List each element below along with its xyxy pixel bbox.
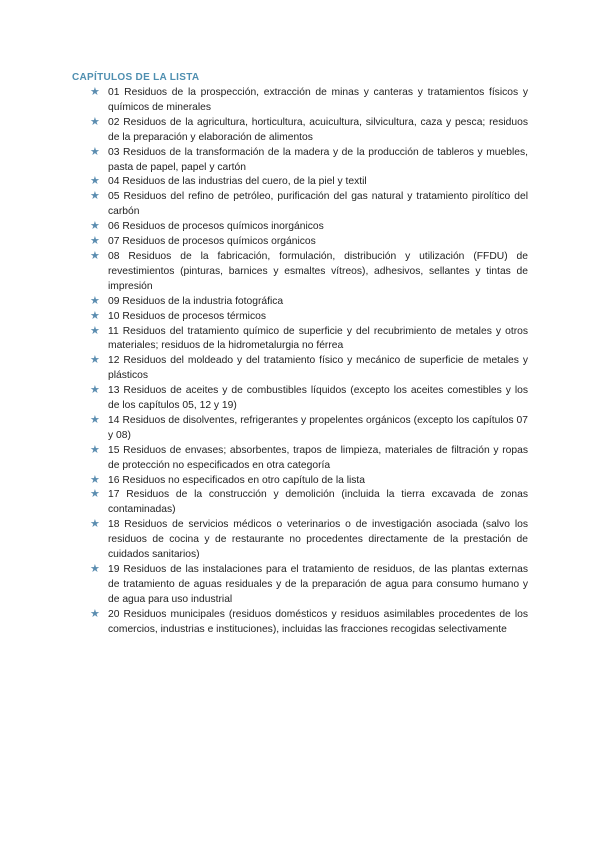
star-icon: ★ xyxy=(90,354,100,367)
chapter-item xyxy=(90,250,528,295)
chapter-label: 13 Residuos de aceites y de combustibles líquidos (excepto los aceites comestibles y los de los capítulos 05, 12 y 19) xyxy=(108,385,528,412)
chapter-item xyxy=(90,354,528,384)
star-icon: ★ xyxy=(90,473,100,486)
chapter-label: 17 Residuos de la construcción y demolición (incluida la tierra excavada de zonas contaminadas) xyxy=(108,489,528,516)
chapter-label: 19 Residuos de las instalaciones para el tratamiento de residuos, de las plantas externas de tratamiento de aguas residuales y de la preparación de agua para consumo humano y de agua para uso industrial xyxy=(108,564,528,605)
chapter-list xyxy=(90,86,528,638)
chapter-item xyxy=(90,488,528,518)
star-icon: ★ xyxy=(90,190,100,203)
star-icon: ★ xyxy=(90,175,100,188)
chapter-item xyxy=(90,86,528,116)
chapter-label: 05 Residuos del refino de petróleo, purificación del gas natural y tratamiento pirolítico del carbón xyxy=(108,191,528,218)
chapter-label: 11 Residuos del tratamiento químico de superficie y del recubrimiento de metales y otros materiales; residuos de la hidrometalurgia no férrea xyxy=(108,325,528,352)
chapter-label: 18 Residuos de servicios médicos o veterinarios o de investigación asociada (salvo los residuos de cocina y de restaurante no procedentes directamente de la prestación de cuidados sanitarios) xyxy=(108,519,528,561)
chapter-label: 04 Residuos de las industrias del cuero, de la piel y textil xyxy=(108,176,367,188)
chapter-item xyxy=(90,444,528,474)
star-icon: ★ xyxy=(90,294,100,307)
star-icon: ★ xyxy=(90,235,100,248)
chapter-label: 15 Residuos de envases; absorbentes, trapos de limpieza, materiales de filtración y ropas de protección no especificados en otra categoría xyxy=(108,444,528,471)
star-icon: ★ xyxy=(90,488,100,501)
chapter-label: 06 Residuos de procesos químicos inorgánicos xyxy=(108,221,324,233)
chapter-label: 12 Residuos del moldeado y del tratamiento físico y mecánico de superficie de metales y plásticos xyxy=(108,355,528,382)
star-icon: ★ xyxy=(90,413,100,426)
chapter-label: 09 Residuos de la industria fotográfica xyxy=(108,295,284,307)
chapter-item xyxy=(90,325,528,355)
chapter-item xyxy=(90,474,528,489)
chapter-item xyxy=(90,295,528,310)
chapter-label: 14 Residuos de disolventes, refrigerantes y propelentes orgánicos (excepto los capítulos 07 y 08) xyxy=(108,414,528,441)
chapter-item xyxy=(90,116,528,146)
chapter-label: 01 Residuos de la prospección, extracción de minas y canteras y tratamientos físicos y químicos de minerales xyxy=(108,87,528,113)
section-heading: CAPÍTULOS DE LA LISTA xyxy=(72,72,200,83)
chapter-label: 02 Residuos de la agricultura, horticultura, acuicultura, silvicultura, caza y pesca; residuos de la preparación y elaboración de alimentos xyxy=(108,116,528,143)
chapter-label: 03 Residuos de la transformación de la madera y de la producción de tableros y muebles, pasta de papel, papel y cartón xyxy=(108,146,528,173)
chapter-item xyxy=(90,146,528,176)
star-icon: ★ xyxy=(90,249,100,262)
chapter-item xyxy=(90,414,528,444)
star-icon: ★ xyxy=(90,607,100,620)
star-icon: ★ xyxy=(90,563,100,575)
chapter-item xyxy=(90,563,528,608)
star-icon: ★ xyxy=(90,443,100,456)
chapter-label: 16 Residuos no especificados en otro capítulo de la lista xyxy=(108,474,366,486)
star-icon: ★ xyxy=(90,309,100,322)
chapter-item xyxy=(90,175,528,190)
chapter-item xyxy=(90,235,528,250)
star-icon: ★ xyxy=(90,86,100,98)
chapter-item xyxy=(90,384,528,414)
star-icon: ★ xyxy=(90,384,100,397)
star-icon: ★ xyxy=(90,220,100,233)
star-icon: ★ xyxy=(90,145,100,158)
chapter-item xyxy=(90,518,528,563)
chapter-label: 07 Residuos de procesos químicos orgánicos xyxy=(108,236,316,248)
star-icon: ★ xyxy=(90,115,100,128)
chapter-item xyxy=(90,190,528,220)
chapter-item xyxy=(90,220,528,235)
star-icon: ★ xyxy=(90,324,100,337)
chapter-label: 20 Residuos municipales (residuos domésticos y residuos asimilables procedentes de los comercios, industrias e instituciones), incluidas las fracciones recogidas selectivamente xyxy=(108,608,528,635)
chapter-item xyxy=(90,310,528,325)
chapter-label: 10 Residuos de procesos térmicos xyxy=(108,310,266,322)
chapter-item xyxy=(90,608,528,638)
star-icon: ★ xyxy=(90,518,100,531)
chapter-label: 08 Residuos de la fabricación, formulación, distribución y utilización (FFDU) de revestimientos (pinturas, barnices y esmaltes vítreos), adhesivos, sellantes y tintas de impresión xyxy=(108,250,528,292)
